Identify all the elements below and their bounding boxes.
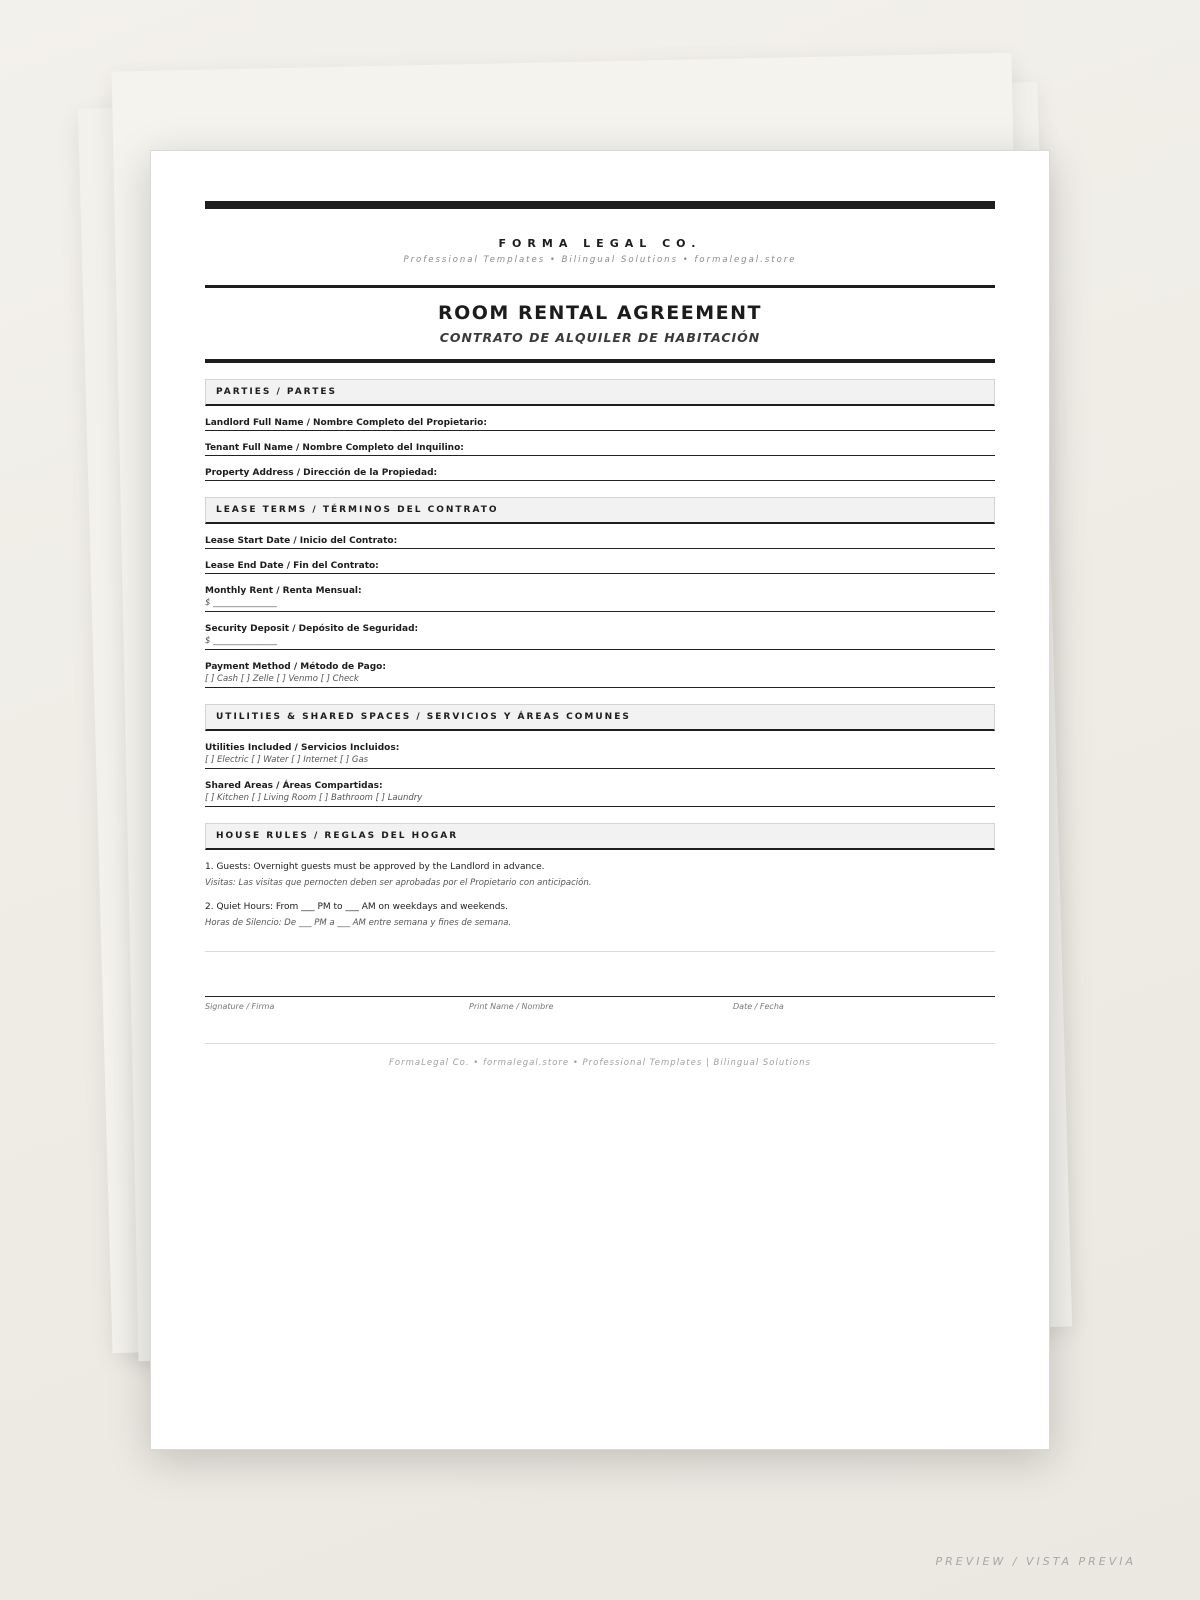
field-label: Utilities Included / Servicios Incluidos: <box>205 743 400 753</box>
field-value: $ _______________ <box>205 598 277 608</box>
signature-labels <box>205 1002 995 1016</box>
field-label: Landlord Full Name / Nombre Completo del Propietario: <box>205 418 487 428</box>
tenant-name-field[interactable] <box>205 442 995 456</box>
company-tagline: Professional Templates • Bilingual Solutions • formalegal.store <box>403 255 797 265</box>
utilities-included-field[interactable] <box>205 742 995 769</box>
field-value: $ _______________ <box>205 636 277 646</box>
field-label: Property Address / Dirección de la Propiedad: <box>205 468 438 478</box>
field-value: [ ] Kitchen [ ] Living Room [ ] Bathroom [ ] Laundry <box>205 793 423 803</box>
signature-divider <box>205 951 995 952</box>
payment-method-field[interactable] <box>205 661 995 688</box>
house-rule-1-es: Visitas: Las visitas que pernocten deben ser aprobadas por el Propietario con anticipación. <box>205 878 592 888</box>
field-label: Lease End Date / Fin del Contrato: <box>205 561 379 571</box>
signature-line[interactable] <box>205 996 995 997</box>
lease-start-field[interactable] <box>205 535 995 549</box>
security-deposit-field[interactable] <box>205 623 995 650</box>
section-heading-utilities: UTILITIES & SHARED SPACES / SERVICIOS Y ÁREAS COMUNES <box>205 704 995 731</box>
field-value: [ ] Electric [ ] Water [ ] Internet [ ] Gas <box>205 755 369 765</box>
field-value: [ ] Cash [ ] Zelle [ ] Venmo [ ] Check <box>205 674 359 684</box>
property-address-field[interactable] <box>205 467 995 481</box>
company-name: FORMA LEGAL CO. <box>498 237 702 250</box>
field-label: Security Deposit / Depósito de Seguridad: <box>205 624 419 634</box>
preview-watermark: PREVIEW / VISTA PREVIA <box>935 1555 1136 1568</box>
section-heading-lease-terms: LEASE TERMS / TÉRMINOS DEL CONTRATO <box>205 497 995 524</box>
field-label: Monthly Rent / Renta Mensual: <box>205 586 362 596</box>
date-label: Date / Fecha <box>733 1002 784 1011</box>
monthly-rent-field[interactable] <box>205 585 995 612</box>
signature-label: Signature / Firma <box>205 1002 275 1011</box>
field-label: Shared Areas / Áreas Compartidas: <box>205 781 383 791</box>
shared-areas-field[interactable] <box>205 780 995 807</box>
house-rule-2-es: Horas de Silencio: De ___ PM a ___ AM entre semana y fines de semana. <box>205 918 512 928</box>
house-rule-2-en: 2. Quiet Hours: From ___ PM to ___ AM on weekdays and weekends. <box>205 902 508 912</box>
section-heading-house-rules: HOUSE RULES / REGLAS DEL HOGAR <box>205 823 995 850</box>
document-page <box>150 150 1050 1450</box>
field-label: Tenant Full Name / Nombre Completo del Inquilino: <box>205 443 464 453</box>
house-rule-1-en: 1. Guests: Overnight guests must be approved by the Landlord in advance. <box>205 862 545 872</box>
document-title: ROOM RENTAL AGREEMENT <box>437 302 762 324</box>
field-label: Payment Method / Método de Pago: <box>205 662 386 672</box>
document-subtitle: CONTRATO DE ALQUILER DE HABITACIÓN <box>439 330 761 345</box>
document-content <box>205 201 995 1068</box>
section-heading-parties: PARTIES / PARTES <box>205 379 995 406</box>
header-rule <box>205 285 995 288</box>
print-name-label: Print Name / Nombre <box>469 1002 554 1011</box>
lease-end-field[interactable] <box>205 560 995 574</box>
footer-rule <box>205 1043 995 1044</box>
top-bar <box>205 201 995 209</box>
title-rule <box>205 359 995 363</box>
field-label: Lease Start Date / Inicio del Contrato: <box>205 536 398 546</box>
page-footer: FormaLegal Co. • formalegal.store • Professional Templates | Bilingual Solutions <box>389 1058 811 1068</box>
landlord-name-field[interactable] <box>205 417 995 431</box>
